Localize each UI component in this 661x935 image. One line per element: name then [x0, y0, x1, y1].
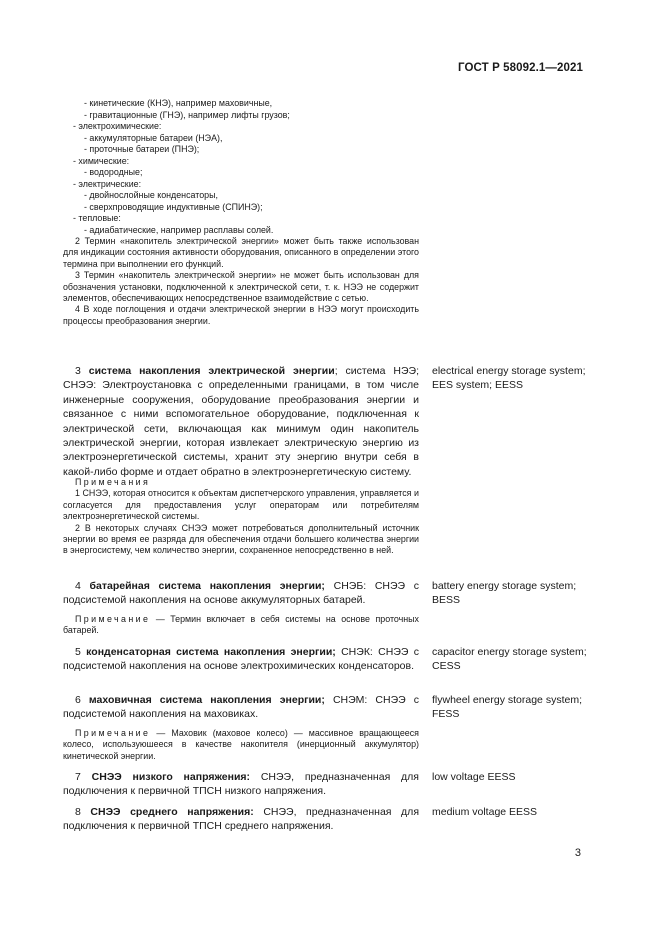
term-4-definition [63, 579, 419, 608]
term-number: 5 [75, 646, 81, 658]
standard-header: ГОСТ Р 58092.1—2021 [458, 62, 583, 74]
term-name: конденсаторная система накопления энергии; [86, 646, 336, 658]
note-paragraph: 1 СНЭЭ, которая относится к объектам диспетчерского управления, управляется и согласуется для предоставления услуг операторам или потребителям электроэнергетической системы. [63, 488, 419, 522]
note-paragraph: 2 В некоторых случаях СНЭЭ может потребоваться дополнительный источник энергии во время ее разряда для обеспечения отдачи большего количества энергии в энергосистему, чем количество энергии, сохраненное непосредственно в ней. [63, 522, 419, 556]
term-7-english: low voltage EESS [432, 771, 516, 783]
term-6-definition [63, 693, 419, 722]
term-5-definition [63, 645, 419, 674]
term-name: СНЭЭ среднего напряжения: [90, 806, 254, 818]
note-label: Примечание [75, 728, 151, 738]
list-item: - кинетические (КНЭ), например маховичные, [84, 98, 273, 108]
note-paragraph: 2 Термин «накопитель электрической энергии» может быть также использован для индикации состояния активности оборудования, описанного в определении этого термина при выполнении его функций. [63, 236, 419, 269]
note-label: Примечание [75, 614, 151, 624]
term-4-note [63, 614, 419, 637]
list-item: - аккумуляторные батареи (НЭА), [84, 132, 223, 143]
list-item: - адиабатические, например расплавы солей. [84, 224, 274, 235]
term-number: 4 [75, 580, 81, 592]
term-number: 3 [75, 365, 81, 377]
term-number: 7 [75, 771, 81, 783]
note-paragraph: 3 Термин «накопитель электрической энергии» не может быть использован для обозначения установки, подключенной к электрической сети, т. к. НЭЭ не содержит элементов, обеспечивающих непосредственное взаимодействие с сетью. [63, 270, 419, 304]
term-6-note [63, 728, 419, 762]
term-text: СНЭЭ, предназначенная для подключения к первичной ТПСН низкого напряжения. [63, 771, 419, 798]
term-name: маховичная система накопления энергии; [88, 694, 325, 706]
term-number: 8 [75, 806, 81, 818]
term-name: система накопления электрической энергии [88, 365, 335, 377]
notes-heading: Примечания [75, 477, 151, 487]
term-4-english: battery energy storage system; BESS [432, 580, 577, 607]
top-notes [63, 236, 419, 327]
term-text: СНЭЭ, предназначенная для подключения к первичной ТПСН среднего напряжения. [63, 806, 419, 833]
page-number: 3 [574, 847, 581, 859]
list-item: - электрические: [73, 178, 142, 189]
note-paragraph [63, 728, 419, 762]
term-3-definition [63, 364, 419, 479]
list-item: - сверхпроводящие индуктивные (СПИНЭ); [84, 201, 263, 212]
note-paragraph: 4 В ходе поглощения и отдачи электрической энергии в НЭЭ могут происходить процессы преобразования энергии. [63, 304, 419, 326]
list-item: - тепловые: [73, 213, 121, 223]
term-8-definition [63, 805, 419, 834]
term-text: СНЭБ: СНЭЭ с подсистемой накопления на основе аккумуляторных батарей. [63, 580, 420, 607]
term-7-definition [63, 770, 419, 799]
term-text: СНЭК: СНЭЭ с подсистемой накопления на основе электрохимических конденсаторов. [63, 646, 420, 673]
note-text: — Маховик (маховое колесо) — массивное вращающееся колесо, используюшееся в качестве накопителя (инерционный аккумулятор) кинетической энергии. [63, 728, 419, 761]
term-text: ; система НЭЭ; СНЭЭ: Электроустановка с определенными границами, в том числе инженерные сооружения, оборудование преобразования энергии и связанное с ними вспомогательное оборудование, подключенная к электрической сети, включающая как минимум один накопитель электрической энергии, которая извлекает электрическую энергию из электроэнергетической системы, хранит эту энергию внутри себя в какой-либо форме и отдает обратно в электроэнергетическую систему. [63, 365, 419, 478]
note-text: — Термин включает в себя системы на основе проточных батарей. [63, 614, 419, 636]
note-paragraph [63, 614, 419, 637]
term-name: батарейная система накопления энергии; [89, 580, 325, 592]
term-3-notes [63, 477, 419, 557]
list-item: - химические: [73, 155, 130, 166]
list-item: - гравитационные (ГНЭ), например лифты грузов; [84, 109, 290, 120]
list-item: - электрохимические: [73, 121, 162, 131]
term-6-english: flywheel energy storage system; FESS [432, 694, 582, 721]
list-item: - двойнослойные конденсаторы, [84, 190, 218, 200]
term-text: СНЭМ: СНЭЭ с подсистемой накопления на маховиках. [63, 694, 419, 721]
term-number: 6 [75, 694, 81, 706]
term-3-english: electrical energy storage system; EES system; EESS [432, 365, 586, 392]
term-name: СНЭЭ низкого напряжения: [91, 771, 251, 783]
list-item: - водородные; [84, 167, 143, 177]
list-item: - проточные батареи (ПНЭ); [84, 144, 200, 154]
term-8-english: medium voltage EESS [432, 806, 538, 818]
term-5-english: capacitor energy storage system; CESS [432, 646, 587, 673]
storage-types-list [73, 98, 423, 236]
